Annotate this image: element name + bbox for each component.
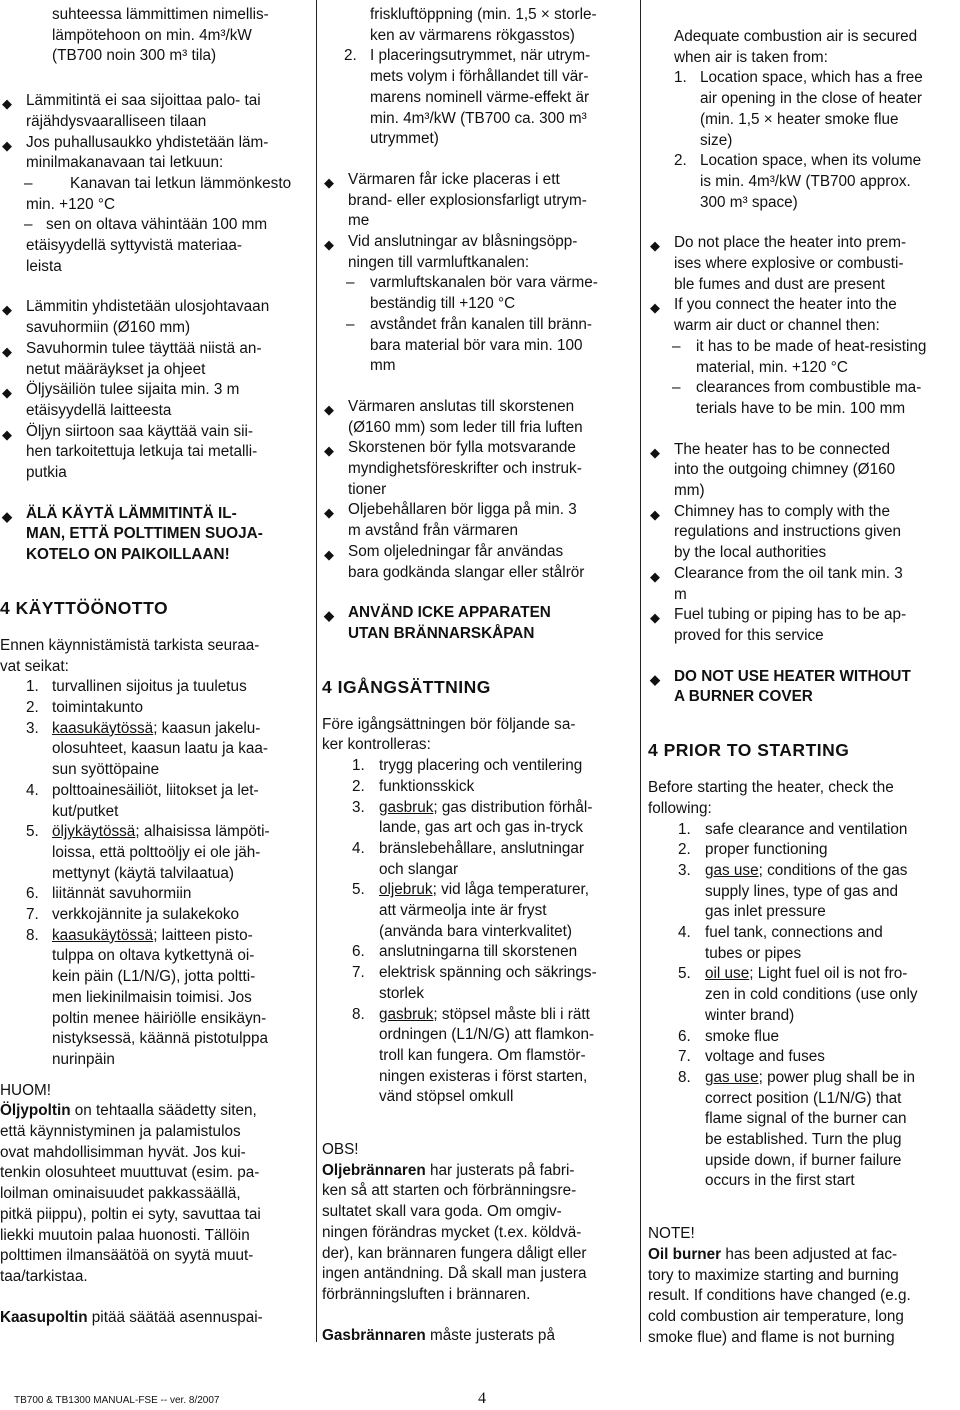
diamond-bullet-icon: ◆ [2, 385, 12, 401]
en-list-item-8: 8. gas use; power plug shall be in correct position (L1/N/G) that flame signal of the burner can be established. Turn the plug upside down, if burner failure occurs in the first start [678, 1068, 916, 1190]
en-placement-option-1: 1. Location space, which has a free air opening in the close of heater (min. 1,5 × heater smoke flue size) [674, 69, 923, 149]
diamond-bullet-icon: ◆ [324, 237, 334, 253]
fi-bullet-duct: ◆ Jos puhallusaukko yhdistetään läm- minilmakanavaan tai letkuun: [2, 133, 269, 172]
page-number: 4 [478, 1390, 486, 1407]
column-divider-right [640, 0, 641, 1342]
column-divider-left [316, 0, 317, 1342]
en-note-label: NOTE! [648, 1225, 695, 1243]
column-english: Adequate combustion air is secured when air is taken from: 1. Location space, which has a free air opening in the close of heater (min. 1,5 × heater smoke flue size) 2. Location space, when its volume is min. 4m³/kW (TB700 approx. 300 m³ space) ◆ Do not place the heater into prem- ises where explosive or combusti- ble fumes and dust are present ◆ If you connect the heater into the warm air duct or channel then: – it has to be made of heat-resisting material, min. +120 °C – clearances from combustible ma- terials have to be min. 100 mm ◆ The heater has to be connected into the outgoing chimney (Ø160 mm) ◆ Chimney has to comply with the regulations and instructions given by the local authorities ◆ Clearance from the oil tank min. 3 m ◆ Fuel tubing or piping has to be ap- proved for this service ◆ DO NOT USE HEATER WITHOUT A BURNER COVER 4 PRIOR TO STARTING Before starting the heater, check the following: 1. safe clearance and ventilation 2. proper functioning 3. gas use; conditions of the gas supply lines, type of gas and gas inlet pressure 4. fuel tank, connections and tubes or pipes 5. oil use; Light fuel oil is not fro- zen in cold conditions (use only winter brand) 6. smoke flue 7. voltage and fuses 8. gas use; power plug shall be in correct position (L1/N/G) that flame signal of the burner can be established. Turn the plug upside down, if burner failure occurs in the first start NOTE! Oil burner has been adjusted at fac- tory to maximize starting and burning result. If conditions have changed (e.g. cold combustion air temperature, long smoke flue) and flame is not burning [648, 5, 960, 1348]
diamond-bullet-icon: ◆ [2, 137, 12, 153]
sv-list-item-8: 8. gasbruk; stöpsel måste bli i rätt ordningen (L1/N/G) att flamkon- troll kan fungera. Om flamstör- ningen existeras i först starten, vänd stöpsel omkull [352, 1005, 595, 1106]
fi-bullet-placement: ◆ Lämmitintä ei saa sijoittaa palo- tai räjähdysvaaralliseen tilaan [2, 92, 261, 130]
en-list-item-6: 6. smoke flue [678, 1027, 779, 1045]
en-bullet-oil-tank: ◆ Clearance from the oil tank min. 3 m [650, 564, 903, 603]
fi-note-paragraph: Öljypoltin on tehtaalla säädetty siten, [0, 1102, 257, 1120]
diamond-bullet-icon: ◆ [2, 343, 12, 359]
sv-bullet-chimney-rules: ◆ Skorstenen bör fylla motsvarande myndighetsföreskrifter och instruk- tioner [324, 439, 582, 498]
diamond-bullet-icon: ◆ [2, 302, 12, 318]
sv-gas-burner-paragraph: Gasbrännaren måste justerats på [322, 1326, 555, 1344]
en-list-item-4: 4. fuel tank, connections and tubes or pipes [678, 924, 883, 962]
sv-bullet-duct: ◆ Vid anslutningar av blåsningsöpp- ningen till varmluftkanalen: [324, 233, 578, 271]
sv-list-item-2: 2. funktionsskick [352, 777, 475, 795]
diamond-bullet-icon: ◆ [650, 300, 660, 316]
sv-list-item-3: 3. gasbruk; gas distribution förhål- lande, gas art och gas in-tryck [352, 798, 593, 837]
column-finnish: suhteessa lämmittimen nimellis- lämpötehoon on min. 4m³/kW (TB700 noin 300 m³ tila) ◆ Lämmitintä ei saa sijoittaa palo- tai räjähdysvaaralliseen tilaan ◆ Jos puhallusaukko yhdistetään läm- minilmakanavaan tai letkuun: – Kanavan tai letkun lämmönkesto min. +120 °C – sen on oltava vähintään 100 mm etäisyydellä syttyvistä materiaa- leista ◆ Lämmitin yhdistetään ulosjohtavaan savuhormiin (Ø160 mm) ◆ Savuhormin tulee täyttää niistä an- netut määräykset ja ohjeet ◆ Öljysäiliön tulee sijaita min. 3 m etäisyydellä laitteesta ◆ Öljyn siirtoon saa käyttää vain sii- hen tarkoitettuja letkuja tai metalli- putkia ◆ ÄLÄ KÄYTÄ LÄMMITINTÄ IL- MAN, ETTÄ POLTTIMEN SUOJA- KOTELO ON PAIKOILLAAN! 4 KÄYTTÖÖNOTTO Ennen käynnistämistä tarkista seuraa- vat seikat: 1. turvallinen sijoitus ja tuuletus 2. toimintakunto 3. kaasukäytössä; kaasun jakelu- olosuhteet, kaasun laatu ja kaa- sun syöttöpaine 4. polttoainesäiliöt, liitokset ja let- kut/putket 5. öljykäytössä; alhaisissa lämpöti- loissa, että polttoöljy ei ole jäh- mettynyt (käytä talvilaatua) 6. liitännät savuhormiin 7. verkkojännite ja sulakekoko 8. kaasukäytössä; laitteen pisto- tulppa on oltava kytkettynä oi- kein päin (L1/N/G), jotta poltti- men liekinilmaisin toimisi. Jos poltin menee häiriölle ensikäyn- nistyksessä, käännä pistotulppa nurinpäin HUOM! Öljypoltin on tehtaalla säädetty siten, että käynnistyminen ja palamistulos ovat mahdollisimman hyvät. Jos kui- tenkin olosuhteet muuttuvat (esim. pa- loilman ominaisuudet pakkassäällä, pitkä piippu), poltin ei syty, savuttaa tai liekki muutoin palaa huonosti. Tällöin polttimen ilmansäätöä on syytä muut- taa/tarkistaa. Kaasupoltin pitää säätää asennuspai- [0, 5, 312, 1328]
diamond-bullet-icon: ◆ [650, 238, 660, 254]
dash-bullet-icon: – [346, 315, 355, 333]
fi-gas-burner-paragraph: Kaasupoltin pitää säätää asennuspai- [0, 1308, 263, 1326]
sv-bullet-chimney: ◆ Värmaren anslutas till skorstenen (Ø160 mm) som leder till fria luften [324, 397, 583, 436]
sv-list-item-1: 1. trygg placering och ventilering [352, 757, 583, 775]
en-bullet-chimney-rules: ◆ Chimney has to comply with the regulations and instructions given by the local authorities [650, 502, 902, 562]
dash-bullet-icon: – [24, 174, 33, 192]
diamond-bullet-icon: ◆ [324, 608, 334, 624]
fi-list-item-3: 3. kaasukäytössä; kaasun jakelu- olosuhteet, kaasun laatu ja kaa- sun syöttöpaine [26, 719, 269, 779]
fi-list-item-4: 4. polttoainesäiliöt, liitokset ja let- kut/putket [26, 781, 259, 820]
dash-bullet-icon: – [346, 274, 355, 292]
sv-list-item-6: 6. anslutningarna till skorstenen [352, 943, 578, 961]
sv-intro: friskluftöppning (min. 1,5 × storle- ken av värmarens rökgasstos) [370, 6, 597, 44]
en-lead: Before starting the heater, check the [648, 779, 894, 797]
fi-list-item-5: 5. öljykäytössä; alhaisissa lämpöti- loissa, että polttoöljy ei ole jäh- mettynyt (käytä talvilaatua) [26, 823, 270, 882]
en-note-paragraph: Oil burner has been adjusted at fac- [648, 1245, 898, 1263]
sv-warning: ◆ ANVÄND ICKE APPARATEN UTAN BRÄNNARSKÅPAN [324, 604, 551, 642]
fi-dash-heat-resist: – Kanavan tai letkun lämmönkesto min. +120 °C [24, 174, 292, 213]
en-placement-option-2: 2. Location space, when its volume is min. 4m³/kW (TB700 approx. 300 m³ space) [674, 152, 922, 211]
dash-bullet-icon: – [24, 216, 33, 234]
fi-dash-clearance: – sen on oltava vähintään 100 mm etäisyydellä syttyvistä materiaa- leista [24, 216, 268, 275]
en-dash-heat-resist: – it has to be made of heat-resisting material, min. +120 °C [672, 337, 927, 376]
en-bullet-placement: ◆ Do not place the heater into prem- ises where explosive or combusti- ble fumes and dust are present [650, 234, 907, 293]
fi-note-label: HUOM! [0, 1081, 51, 1099]
fi-lead: Ennen käynnistämistä tarkista seuraa- [0, 636, 260, 654]
fi-warning: ◆ ÄLÄ KÄYTÄ LÄMMITINTÄ IL- MAN, ETTÄ POLTTIMEN SUOJA- KOTELO ON PAIKOILLAAN! [2, 504, 263, 564]
diamond-bullet-icon: ◆ [324, 546, 334, 562]
fi-bullet-chimney: ◆ Lämmitin yhdistetään ulosjohtavaan savuhormiin (Ø160 mm) [2, 298, 270, 337]
diamond-bullet-icon: ◆ [650, 568, 660, 584]
sv-list-item-4: 4. bränslebehållare, anslutningar och slangar [352, 839, 584, 878]
dash-bullet-icon: – [672, 379, 681, 397]
column-swedish: friskluftöppning (min. 1,5 × storle- ken av värmarens rökgasstos) 2. I placeringsutrymmet, när utrym- mets volym i förhållandet till vär- marens nominell värme-effekt är min. 4m³/kW (TB700 ca. 300 m³ utrymmet) ◆ Värmaren får icke placeras i ett brand- eller explosionsfarligt utrym- me ◆ Vid anslutningar av blåsningsöpp- ningen till varmluftkanalen: – varmluftskanalen bör vara värme- beständig till +120 °C – avståndet från kanalen till bränn- bara material bör vara min. 100 mm ◆ Värmaren anslutas till skorstenen (Ø160 mm) som leder till fria luften ◆ Skorstenen bör fylla motsvarande myndighetsföreskrifter och instruk- tioner ◆ Oljebehållaren bör ligga på min. 3 m avstånd från värmaren ◆ Som oljeledningar får användas bara godkända slangar eller stålrör ◆ ANVÄND ICKE APPARATEN UTAN BRÄNNARSKÅPAN 4 IGÅNGSÄTTNING Före igångsättningen bör följande sa- ker kontrolleras: 1. trygg placering och ventilering 2. funktionsskick 3. gasbruk; gas distribution förhål- lande, gas art och gas in-tryck 4. bränslebehållare, anslutningar och slangar 5. oljebruk; vid låga temperaturer, att värmeolja inte är fryst (använda bara vinterkvalitet) 6. anslutningarna till skorstenen 7. elektrisk spänning och säkrings- storlek 8. gasbruk; stöpsel måste bli i rätt ordningen (L1/N/G) att flamkon- troll kan fungera. Om flamstör- ningen existeras i först starten, vänd stöpsel omkull OBS! Oljebrännaren har justerats på fabri- ken så att starten och förbränningsre- sultatet skall vara goda. Om omgiv- ningen förändras mycket (t.ex. köldvä- der), kan brännaren fungera dåligt eller ingen antändning. Då skall man justera förbränningsluften i brännaren. Gasbrännaren måste justerats på [322, 5, 632, 1346]
fi-bullet-oil-tank: ◆ Öljysäiliön tulee sijaita min. 3 m etäisyydellä laitteesta [2, 381, 240, 419]
sv-placement-option-2: 2. I placeringsutrymmet, när utrym- mets volym i förhållandet till vär- marens nominell värme-effekt är min. 4m³/kW (TB700 ca. 300 m³ utrymmet) [344, 47, 591, 148]
diamond-bullet-icon: ◆ [2, 508, 12, 524]
en-list-item-3: 3. gas use; conditions of the gas supply lines, type of gas and gas inlet pressure [678, 861, 908, 921]
diamond-bullet-icon: ◆ [2, 96, 12, 112]
diamond-bullet-icon: ◆ [650, 506, 660, 522]
fi-list-item-8: 8. kaasukäytössä; laitteen pisto- tulppa on oltava kytkettynä oi- kein päin (L1/N/G), jotta poltti- men liekinilmaisin toimisi. Jos poltin menee häiriölle ensikäyn- nistyksessä, käännä pistotulppa nurinpäin [26, 926, 268, 1068]
sv-note-label: OBS! [322, 1141, 359, 1159]
sv-bullet-oil-tank: ◆ Oljebehållaren bör ligga på min. 3 m avstånd från värmaren [324, 501, 577, 540]
en-intro: Adequate combustion air is secured [674, 28, 918, 45]
diamond-bullet-icon: ◆ [324, 174, 334, 190]
fi-list-item-6: 6. liitännät savuhormiin [26, 885, 192, 903]
diamond-bullet-icon: ◆ [650, 444, 660, 460]
fi-intro: suhteessa lämmittimen nimellis- lämpötehoon on min. 4m³/kW (TB700 noin 300 m³ tila) [52, 6, 269, 65]
sv-bullet-placement: ◆ Värmaren får icke placeras i ett brand- eller explosionsfarligt utrym- me [324, 170, 587, 230]
sv-dash-heat-resist: – varmluftskanalen bör vara värme- beständig till +120 °C [346, 274, 598, 313]
sv-dash-clearance: – avståndet från kanalen till bränn- bara material bör vara min. 100 mm [346, 315, 592, 375]
fi-bullet-chimney-rules: ◆ Savuhormin tulee täyttää niistä an- netut määräykset ja ohjeet [2, 339, 262, 378]
en-bullet-oil-lines: ◆ Fuel tubing or piping has to be ap- proved for this service [650, 606, 907, 644]
diamond-bullet-icon: ◆ [650, 671, 660, 687]
diamond-bullet-icon: ◆ [2, 426, 12, 442]
sv-bullet-oil-lines: ◆ Som oljeledningar får användas bara godkända slangar eller stålrör [324, 542, 585, 581]
en-bullet-chimney: ◆ The heater has to be connected into the outgoing chimney (Ø160 mm) [650, 440, 896, 500]
fi-list-item-7: 7. verkkojännite ja sulakekoko [26, 906, 240, 924]
dash-bullet-icon: – [672, 337, 681, 355]
sv-section-heading: 4 IGÅNGSÄTTNING [322, 676, 491, 697]
en-list-item-5: 5. oil use; Light fuel oil is not fro- zen in cold conditions (use only winter brand) [678, 965, 918, 1024]
en-list-item-2: 2. proper functioning [678, 841, 828, 859]
footer-manual-version: TB700 & TB1300 MANUAL-FSE -- ver. 8/2007 [14, 1395, 220, 1406]
fi-bullet-oil-lines: ◆ Öljyn siirtoon saa käyttää vain sii- hen tarkoitettuja letkuja tai metalli- putkia [2, 422, 258, 482]
en-list-item-1: 1. safe clearance and ventilation [678, 820, 908, 838]
sv-note-paragraph: Oljebrännaren har justerats på fabri- [322, 1161, 575, 1179]
diamond-bullet-icon: ◆ [324, 443, 334, 459]
en-list-item-7: 7. voltage and fuses [678, 1048, 825, 1066]
fi-list-item-2: 2. toimintakunto [26, 698, 143, 716]
diamond-bullet-icon: ◆ [324, 505, 334, 521]
fi-list-item-1: 1. turvallinen sijoitus ja tuuletus [26, 678, 247, 696]
sv-lead: Före igångsättningen bör följande sa- [322, 715, 576, 733]
en-warning: ◆ DO NOT USE HEATER WITHOUT A BURNER COVER [650, 667, 911, 706]
diamond-bullet-icon: ◆ [324, 401, 334, 417]
fi-section-heading: 4 KÄYTTÖÖNOTTO [0, 597, 169, 618]
en-bullet-duct: ◆ If you connect the heater into the warm air duct or channel then: [650, 296, 897, 335]
sv-list-item-7: 7. elektrisk spänning och säkrings- storlek [352, 964, 597, 1002]
sv-list-item-5: 5. oljebruk; vid låga temperaturer, att värmeolja inte är fryst (använda bara vinterkvalitet) [352, 881, 590, 940]
diamond-bullet-icon: ◆ [650, 610, 660, 626]
en-dash-clearance: – clearances from combustible ma- terials have to be min. 100 mm [672, 379, 922, 417]
en-section-heading: 4 PRIOR TO STARTING [648, 740, 850, 761]
